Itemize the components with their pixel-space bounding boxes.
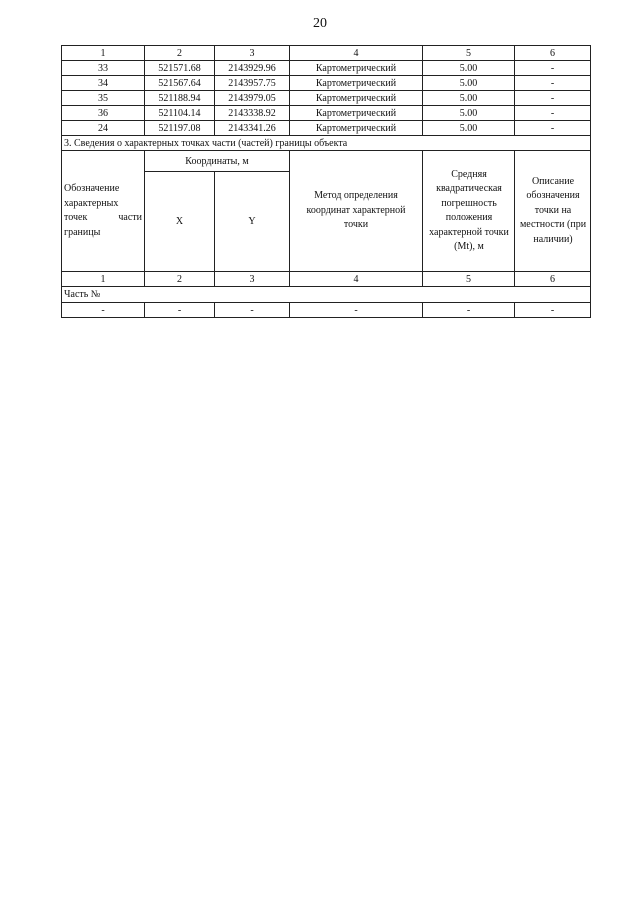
column-number: 1 bbox=[62, 272, 145, 287]
point-id: 35 bbox=[62, 91, 145, 106]
coord-x: 521567.64 bbox=[145, 76, 215, 91]
coord-x: 521197.08 bbox=[145, 121, 215, 136]
point-id: 24 bbox=[62, 121, 145, 136]
empty-cell: - bbox=[62, 303, 145, 318]
point-id: 33 bbox=[62, 61, 145, 76]
column-number: 6 bbox=[515, 272, 591, 287]
section-title: 3. Сведения о характерных точках части (частей) границы объекта bbox=[62, 136, 591, 151]
page-number: 20 bbox=[313, 16, 327, 31]
header-error bbox=[423, 151, 515, 272]
table-row bbox=[62, 76, 591, 91]
column-number: 4 bbox=[290, 272, 423, 287]
header-designation bbox=[62, 151, 145, 272]
table-row bbox=[62, 106, 591, 121]
method: Картометрический bbox=[290, 106, 423, 121]
column-number: 1 bbox=[62, 46, 145, 61]
error-value: 5.00 bbox=[423, 121, 515, 136]
header-designation-line: характерных bbox=[64, 197, 119, 209]
coord-x: 521571.68 bbox=[145, 61, 215, 76]
header-designation-line bbox=[64, 211, 142, 226]
header-row bbox=[62, 151, 591, 172]
error-value: 5.00 bbox=[423, 91, 515, 106]
method: Картометрический bbox=[290, 76, 423, 91]
empty-cell: - bbox=[515, 303, 591, 318]
error-value: 5.00 bbox=[423, 106, 515, 121]
point-id: 34 bbox=[62, 76, 145, 91]
method: Картометрический bbox=[290, 61, 423, 76]
header-coordinates: Координаты, м bbox=[145, 151, 290, 172]
column-number: 5 bbox=[423, 272, 515, 287]
part-row bbox=[62, 287, 591, 303]
coord-x: 521104.14 bbox=[145, 106, 215, 121]
table-row bbox=[62, 303, 591, 318]
point-id: 36 bbox=[62, 106, 145, 121]
coordinates-table bbox=[61, 45, 591, 318]
header-designation-word: части bbox=[118, 212, 142, 223]
method: Картометрический bbox=[290, 91, 423, 106]
header-method-text: Метод определения координат характерной точки bbox=[306, 190, 406, 231]
description: - bbox=[515, 106, 591, 121]
coord-y: 2143929.96 bbox=[215, 61, 290, 76]
column-number: 3 bbox=[215, 272, 290, 287]
error-value: 5.00 bbox=[423, 76, 515, 91]
header-designation-line: Обозначение bbox=[64, 183, 120, 194]
method: Картометрический bbox=[290, 121, 423, 136]
error-value: 5.00 bbox=[423, 61, 515, 76]
section-title-row bbox=[62, 136, 591, 151]
coord-y: 2143979.05 bbox=[215, 91, 290, 106]
column-number: 5 bbox=[423, 46, 515, 61]
column-number: 3 bbox=[215, 46, 290, 61]
empty-cell: - bbox=[423, 303, 515, 318]
header-y: Y bbox=[215, 172, 290, 272]
header-error-text: Средняя квадратическая погрешность положения характерной точки (Mt), м bbox=[429, 168, 509, 252]
header-description bbox=[515, 151, 591, 272]
coord-y: 2143338.92 bbox=[215, 106, 290, 121]
column-number: 4 bbox=[290, 46, 423, 61]
empty-cell: - bbox=[290, 303, 423, 318]
description: - bbox=[515, 91, 591, 106]
header-x: X bbox=[145, 172, 215, 272]
empty-cell: - bbox=[215, 303, 290, 318]
column-number: 6 bbox=[515, 46, 591, 61]
empty-cell: - bbox=[145, 303, 215, 318]
coord-y: 2143341.26 bbox=[215, 121, 290, 136]
column-number: 2 bbox=[145, 272, 215, 287]
description: - bbox=[515, 76, 591, 91]
header-method bbox=[290, 151, 423, 272]
table-row bbox=[62, 121, 591, 136]
header-description-text: Описание обозначения точки на местности (при наличии) bbox=[519, 175, 587, 245]
column-number-row bbox=[62, 46, 591, 61]
coord-x: 521188.94 bbox=[145, 91, 215, 106]
description: - bbox=[515, 121, 591, 136]
column-number-row bbox=[62, 272, 591, 287]
description: - bbox=[515, 61, 591, 76]
table-row bbox=[62, 61, 591, 76]
column-number: 2 bbox=[145, 46, 215, 61]
header-designation-word: точек bbox=[64, 212, 88, 223]
header-designation-line: границы bbox=[64, 226, 101, 238]
coord-y: 2143957.75 bbox=[215, 76, 290, 91]
part-label: Часть № bbox=[62, 287, 591, 303]
table-row bbox=[62, 91, 591, 106]
